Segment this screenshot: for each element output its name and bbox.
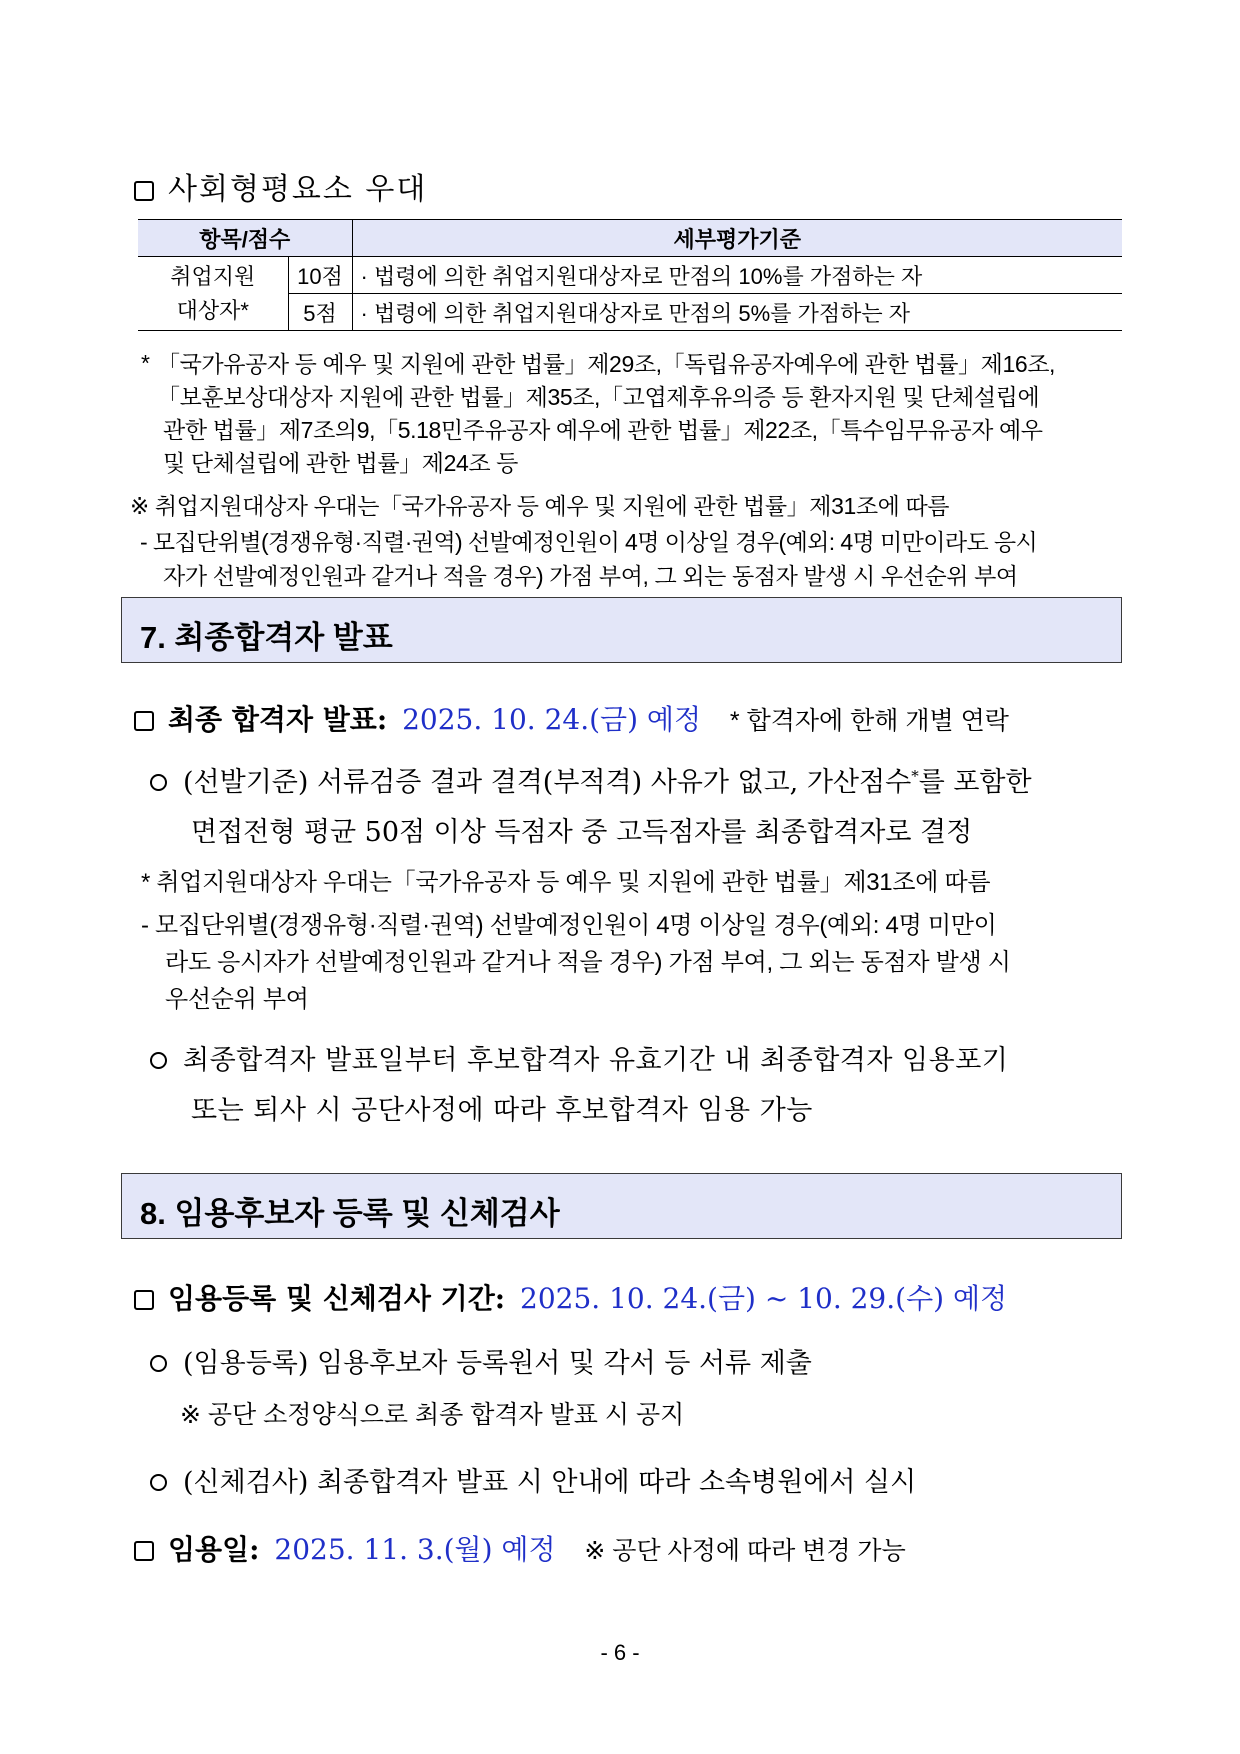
appointment-date-line: 임용일: 2025. 11. 3.(월) 예정 ※ 공단 사정에 따라 변경 가능 xyxy=(134,1528,906,1568)
dash-note-line1: - 모집단위별(경쟁유형·직렬·권역) 선발예정인원이 4명 이상일 경우(예외: 4명 미만이라도 응시 xyxy=(140,529,1038,555)
score-cell: 10점 xyxy=(288,257,352,294)
appointment-note: ※ 공단 사정에 따라 변경 가능 xyxy=(584,1537,906,1565)
circle-bullet-icon xyxy=(150,1052,167,1069)
reserve-candidate-bullet-line2: 또는 퇴사 시 공단사정에 따라 후보합격자 임용 가능 xyxy=(191,1095,813,1126)
header-criteria: 세부평가기준 xyxy=(352,220,1122,257)
social-equity-heading: 사회형평요소 우대 xyxy=(134,164,427,208)
section-7-title: 7. 최종합격자 발표 xyxy=(140,620,393,655)
criteria-cell: · 법령에 의한 취업지원대상자로 만점의 10%를 가점하는 자 xyxy=(352,257,1122,294)
appointment-date: 2025. 11. 3.(월) 예정 xyxy=(274,1533,556,1566)
law-reference-footnote: 「국가유공자 등 예우 및 지원에 관한 법률」제29조,「독립유공자예우에 관한 법률」제16조, 「보훈보상대상자 지원에 관한 법률」제35조,「고엽제후유의증 등 환자지원 및 단체설립에 관한 법률」제7조의9,「5.18민주유공자 예우에 관한 법률」제22조,「특수임무유공자 예우 및 단체설립에 관한 법률」제24조 등 xyxy=(157,351,1056,476)
final-announcement-line: 최종 합격자 발표: 2025. 10. 24.(금) 예정 * 합격자에 한해 개별 연락 xyxy=(134,698,1009,738)
category-cell: 취업지원 대상자* xyxy=(138,257,288,331)
checkbox-square-icon xyxy=(134,1290,154,1310)
registration-bullet: (임용등록) 임용후보자 등록원서 및 각서 등 서류 제출 xyxy=(150,1341,812,1380)
section-7-header xyxy=(121,597,1122,663)
checkbox-square-icon xyxy=(134,1541,154,1561)
header-item-score: 항목/점수 xyxy=(138,220,352,257)
footnote-star: * xyxy=(141,350,150,376)
table-row xyxy=(138,257,1122,294)
dash-note: - 모집단위별(경쟁유형·직렬·권역) 선발예정인원이 4명 이상일 경우(예외: 4명 미만이 라도 응시자가 선발예정인원과 같거나 적을 경우) 가점 부여, 그 외는 동점자 발생 시 우선순위 부여 xyxy=(141,912,1011,1013)
registration-period-date: 2025. 10. 24.(금) ~ 10. 29.(수) 예정 xyxy=(520,1282,1008,1315)
evaluation-criteria-table xyxy=(138,219,1122,331)
preference-note: * 취업지원대상자 우대는「국가유공자 등 예우 및 지원에 관한 법률」제31조에 따름 xyxy=(141,869,991,896)
table-header-row xyxy=(138,220,1122,257)
selection-criteria-bullet: (선발기준) 서류검증 결과 결격(부적격) 사유가 없고, 가산점수*를 포함한 xyxy=(150,760,1032,799)
announcement-note: * 합격자에 한해 개별 연락 xyxy=(729,707,1009,735)
section-8-title: 8. 임용후보자 등록 및 신체검사 xyxy=(140,1196,560,1231)
section-8-header xyxy=(121,1173,1122,1239)
preference-rule-note: ※ 취업지원대상자 우대는「국가유공자 등 예우 및 지원에 관한 법률」제31조에 따름 xyxy=(130,493,950,519)
score-cell: 5점 xyxy=(288,294,352,331)
dash-note-line2: 자가 선발예정인원과 같거나 적을 경우) 가점 부여, 그 외는 동점자 발생 시 우선순위 부여 xyxy=(163,563,1018,589)
page-number: - 6 - xyxy=(600,1640,640,1665)
circle-bullet-icon xyxy=(150,774,167,791)
criteria-cell: · 법령에 의한 취업지원대상자로 만점의 5%를 가점하는 자 xyxy=(352,294,1122,331)
selection-criteria-bullet-line2: 면접전형 평균 50점 이상 득점자 중 고득점자를 최종합격자로 결정 xyxy=(191,817,973,848)
checkbox-square-icon xyxy=(134,181,154,201)
circle-bullet-icon xyxy=(150,1355,167,1372)
reserve-candidate-bullet: 최종합격자 발표일부터 후보합격자 유효기간 내 최종합격자 임용포기 xyxy=(150,1038,1008,1077)
checkbox-square-icon xyxy=(134,711,154,731)
circle-bullet-icon xyxy=(150,1474,167,1491)
registration-form-note: ※ 공단 소정양식으로 최종 합격자 발표 시 공지 xyxy=(180,1401,685,1429)
announcement-date: 2025. 10. 24.(금) 예정 xyxy=(402,703,701,736)
registration-period-line: 임용등록 및 신체검사 기간: 2025. 10. 24.(금) ~ 10. 29.(수) 예정 xyxy=(134,1277,1007,1317)
medical-exam-bullet: (신체검사) 최종합격자 발표 시 안내에 따라 소속병원에서 실시 xyxy=(150,1460,916,1499)
